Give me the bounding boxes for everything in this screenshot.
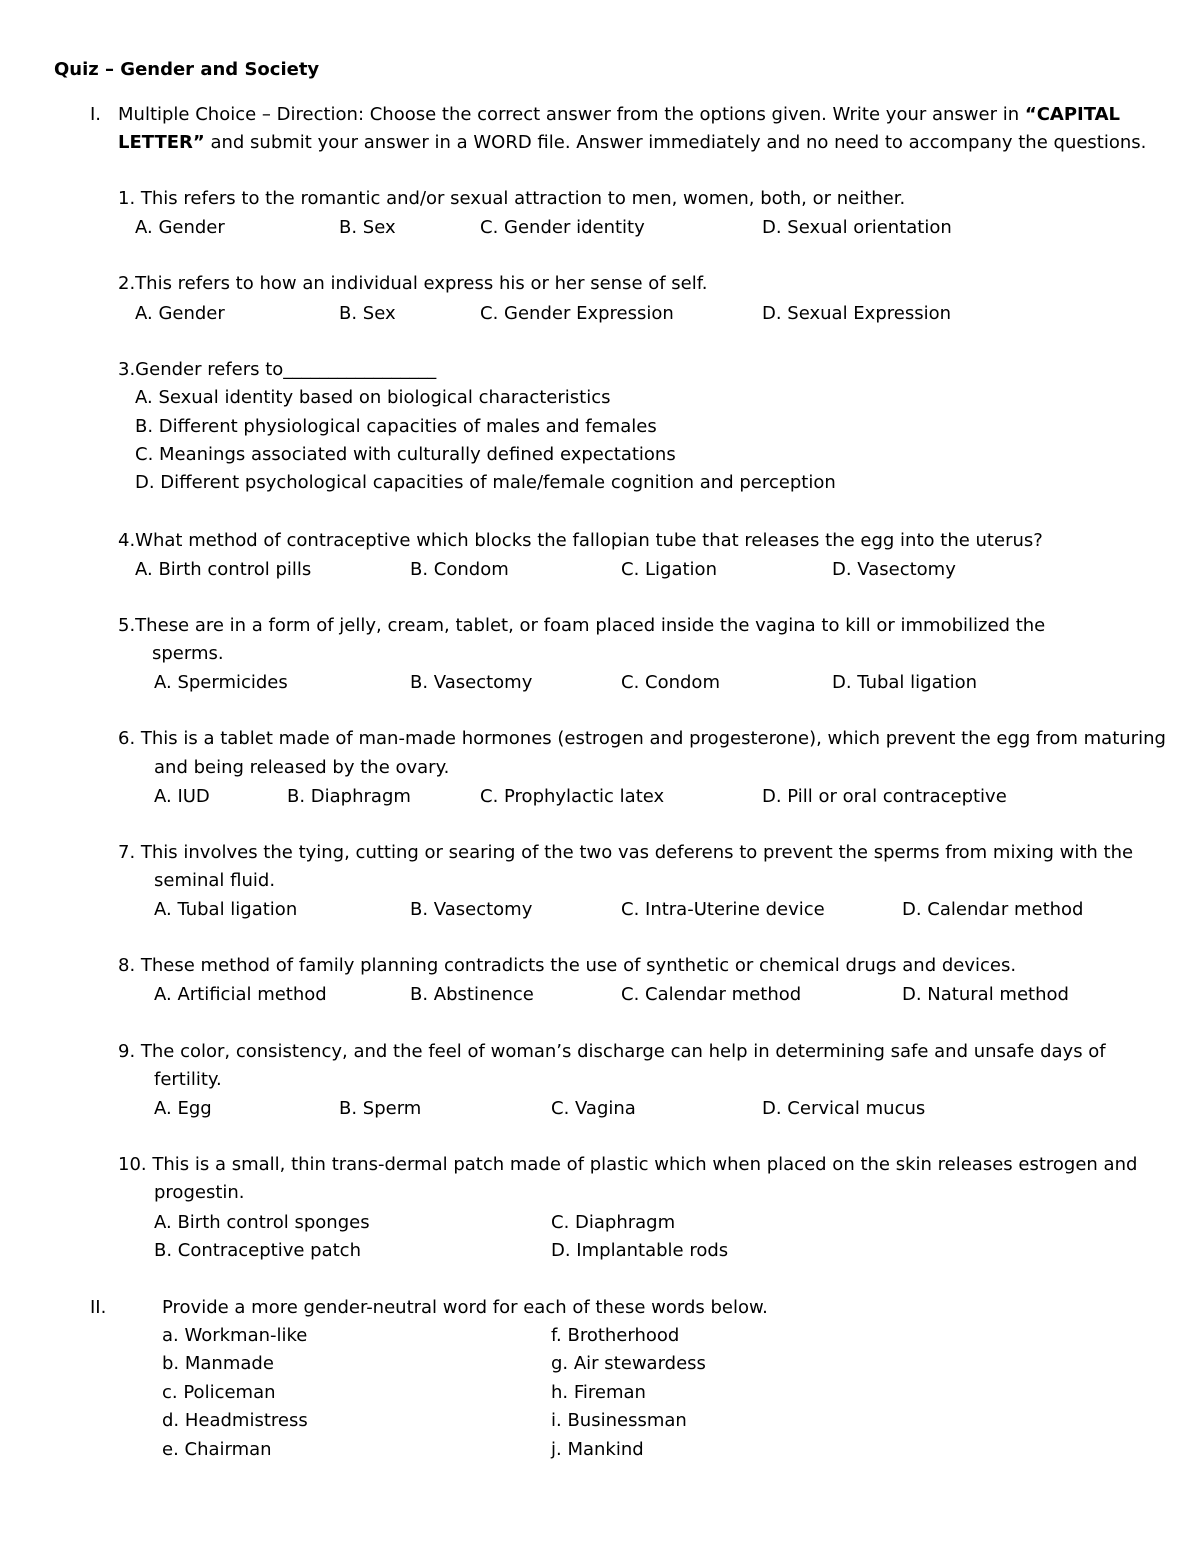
word-item: f. Brotherhood bbox=[551, 1325, 680, 1346]
answer-option: C. Calendar method bbox=[621, 984, 802, 1005]
answer-option: A. Tubal ligation bbox=[154, 899, 298, 920]
answer-option: B. Condom bbox=[410, 559, 509, 580]
question-text: 6. This is a tablet made of man-made hormones (estrogen and progesterone), which prevent the egg from maturing bbox=[118, 728, 1166, 749]
directions-emphasis: “CAPITAL bbox=[1024, 104, 1121, 125]
word-item: e. Chairman bbox=[162, 1439, 272, 1460]
word-item: a. Workman-like bbox=[162, 1325, 308, 1346]
question-text: 2.This refers to how an individual express his or her sense of self. bbox=[118, 273, 708, 294]
answer-option: C. Intra-Uterine device bbox=[621, 899, 825, 920]
directions-line-2 bbox=[118, 132, 1146, 154]
word-item: h. Fireman bbox=[551, 1382, 646, 1403]
answer-option: D. Implantable rods bbox=[551, 1240, 729, 1261]
question-text: 3.Gender refers to_________________ bbox=[118, 359, 437, 380]
answer-option: C. Prophylactic latex bbox=[480, 786, 665, 807]
answer-option: D. Different psychological capacities of male/female cognition and perception bbox=[135, 472, 836, 493]
answer-option: C. Diaphragm bbox=[551, 1212, 676, 1233]
question-text: 8. These method of family planning contradicts the use of synthetic or chemical drugs and devices. bbox=[118, 955, 1017, 976]
answer-option: B. Vasectomy bbox=[410, 899, 533, 920]
question-text: fertility. bbox=[154, 1069, 222, 1090]
answer-option: C. Meanings associated with culturally defined expectations bbox=[135, 444, 676, 465]
answer-option: A. Gender bbox=[135, 303, 225, 324]
answer-option: A. Spermicides bbox=[154, 672, 288, 693]
question-text: seminal fluid. bbox=[154, 870, 276, 891]
answer-option: C. Ligation bbox=[621, 559, 717, 580]
answer-option: C. Vagina bbox=[551, 1098, 636, 1119]
answer-option: C. Gender identity bbox=[480, 217, 645, 238]
question-text: 9. The color, consistency, and the feel of woman’s discharge can help in determining safe and unsafe days of bbox=[118, 1041, 1106, 1062]
section-numeral: I. bbox=[90, 104, 102, 125]
answer-option: B. Sex bbox=[339, 303, 396, 324]
word-item: i. Businessman bbox=[551, 1410, 687, 1431]
word-item: g. Air stewardess bbox=[551, 1353, 706, 1374]
section-numeral: II. bbox=[90, 1297, 107, 1318]
question-text: 7. This involves the tying, cutting or searing of the two vas deferens to prevent the sperms from mixing with the bbox=[118, 842, 1134, 863]
question-text: 10. This is a small, thin trans-dermal patch made of plastic which when placed on the skin releases estrogen and bbox=[118, 1154, 1138, 1175]
section-instruction: Provide a more gender-neutral word for each of these words below. bbox=[162, 1297, 768, 1318]
directions-emphasis: LETTER” bbox=[118, 132, 205, 153]
answer-option: D. Natural method bbox=[902, 984, 1069, 1005]
page-title: Quiz – Gender and Society bbox=[54, 59, 320, 80]
question-text: 5.These are in a form of jelly, cream, tablet, or foam placed inside the vagina to kill or immobilized the bbox=[118, 615, 1046, 636]
answer-option: B. Diaphragm bbox=[287, 786, 411, 807]
answer-option: A. Sexual identity based on biological characteristics bbox=[135, 387, 611, 408]
question-text: and being released by the ovary. bbox=[154, 757, 450, 778]
question-text: sperms. bbox=[152, 643, 224, 664]
answer-option: D. Cervical mucus bbox=[762, 1098, 926, 1119]
word-item: j. Mankind bbox=[551, 1439, 644, 1460]
question-text: progestin. bbox=[154, 1182, 245, 1203]
answer-option: B. Vasectomy bbox=[410, 672, 533, 693]
directions-line-1 bbox=[118, 104, 1120, 126]
answer-option: C. Condom bbox=[621, 672, 720, 693]
directions-text: and submit your answer in a WORD file. Answer immediately and no need to accompany the questions. bbox=[204, 132, 1147, 153]
answer-option: D. Pill or oral contraceptive bbox=[762, 786, 1007, 807]
answer-option: A. Gender bbox=[135, 217, 225, 238]
answer-option: A. IUD bbox=[154, 786, 210, 807]
answer-option: B. Contraceptive patch bbox=[154, 1240, 361, 1261]
answer-option: A. Artificial method bbox=[154, 984, 327, 1005]
answer-option: D. Tubal ligation bbox=[832, 672, 978, 693]
answer-option: B. Sex bbox=[339, 217, 396, 238]
word-item: d. Headmistress bbox=[162, 1410, 308, 1431]
answer-option: A. Egg bbox=[154, 1098, 212, 1119]
question-text: 1. This refers to the romantic and/or sexual attraction to men, women, both, or neither. bbox=[118, 188, 906, 209]
answer-option: A. Birth control pills bbox=[135, 559, 312, 580]
word-item: b. Manmade bbox=[162, 1353, 274, 1374]
answer-option: B. Sperm bbox=[339, 1098, 422, 1119]
question-text: 4.What method of contraceptive which blocks the fallopian tube that releases the egg into the uterus? bbox=[118, 530, 1043, 551]
answer-option: B. Different physiological capacities of males and females bbox=[135, 416, 657, 437]
answer-option: A. Birth control sponges bbox=[154, 1212, 370, 1233]
word-item: c. Policeman bbox=[162, 1382, 276, 1403]
answer-option: C. Gender Expression bbox=[480, 303, 674, 324]
answer-option: D. Sexual Expression bbox=[762, 303, 952, 324]
directions-text: Multiple Choice – Direction: Choose the correct answer from the options given. Write your answer in bbox=[118, 104, 1025, 125]
answer-option: D. Calendar method bbox=[902, 899, 1084, 920]
answer-option: D. Sexual orientation bbox=[762, 217, 952, 238]
answer-option: B. Abstinence bbox=[410, 984, 534, 1005]
answer-option: D. Vasectomy bbox=[832, 559, 956, 580]
